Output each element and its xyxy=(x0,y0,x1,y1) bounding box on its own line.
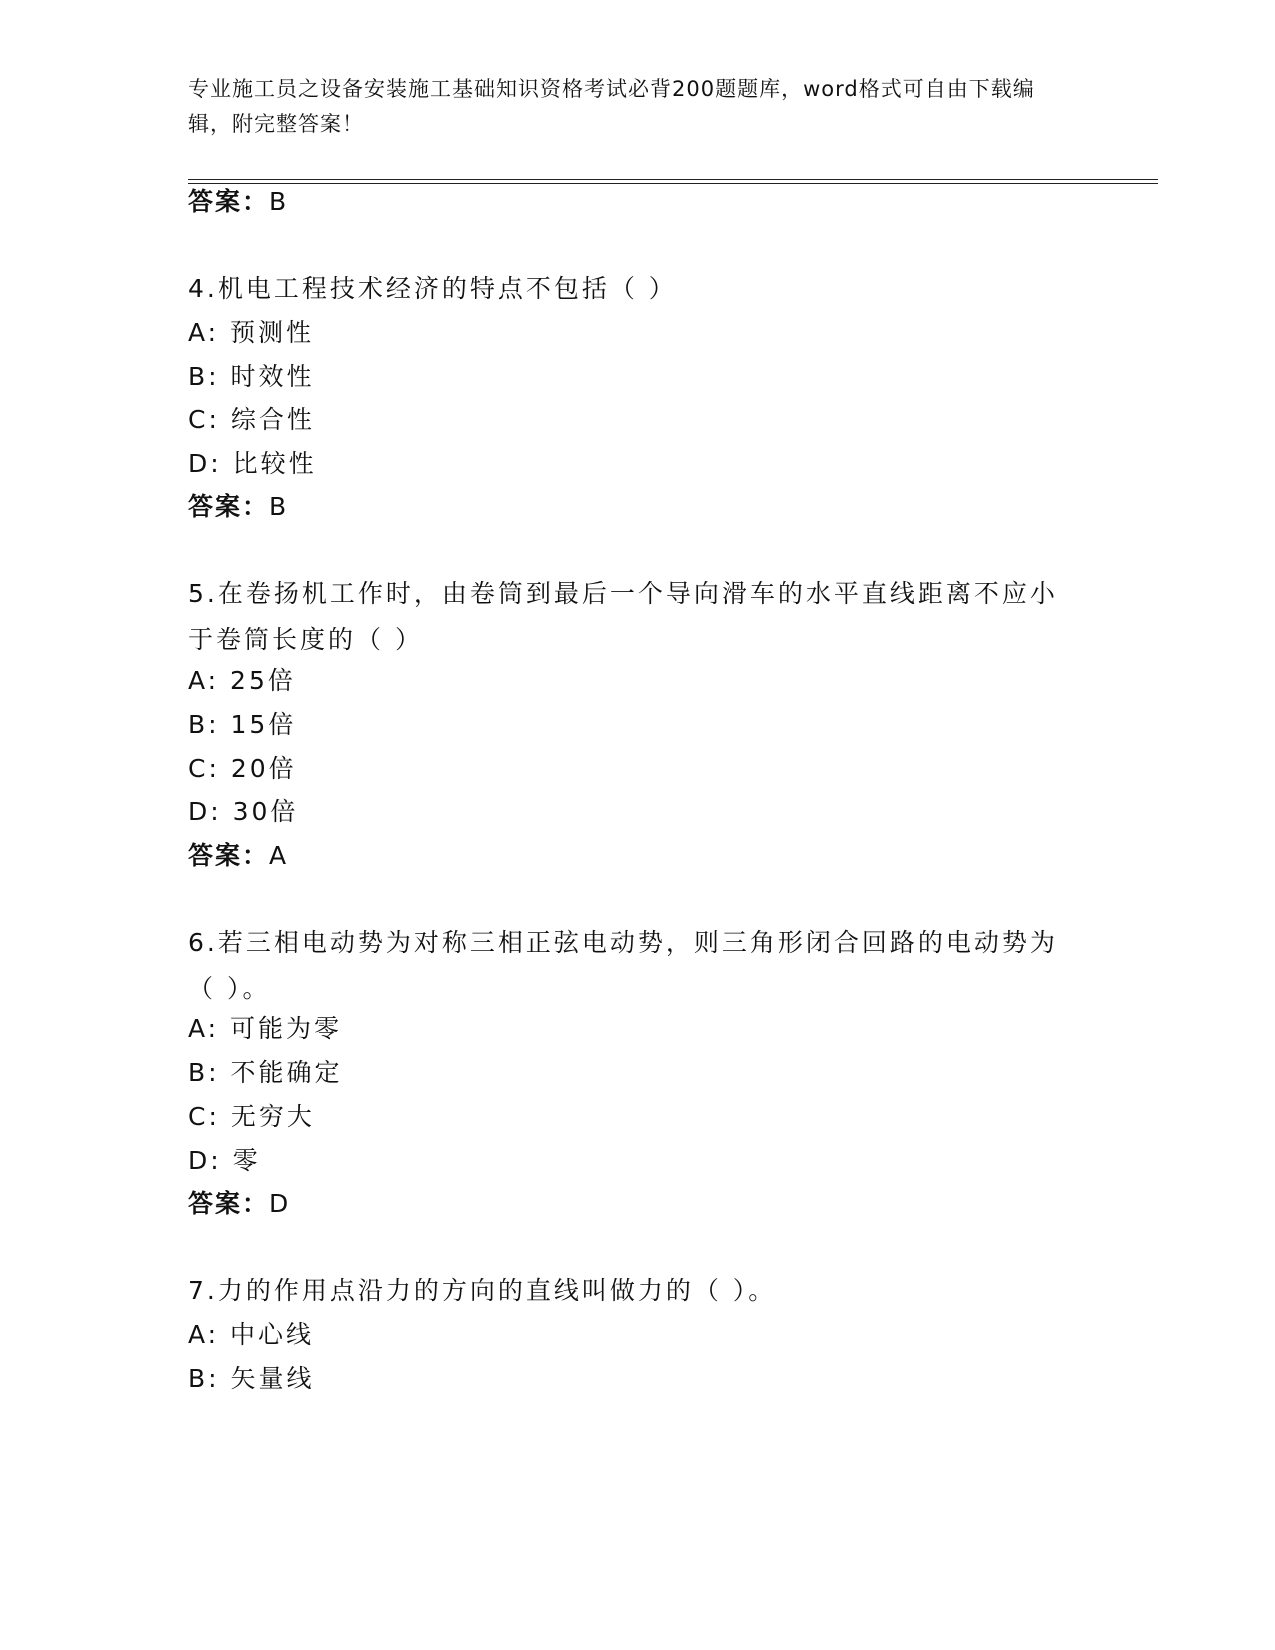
option-c: C: 综合性 xyxy=(188,405,315,434)
option-a: A: 预测性 xyxy=(188,318,315,347)
option-c: C: 无穷大 xyxy=(188,1102,315,1131)
question-stem: 5.在卷扬机工作时，由卷筒到最后一个导向滑车的水平直线距离不应小于卷筒长度的（ ） xyxy=(188,579,1058,654)
option-d: D: 30倍 xyxy=(188,797,299,826)
option-b: B: 矢量线 xyxy=(188,1364,315,1393)
option-c: C: 20倍 xyxy=(188,754,297,783)
option-b: B: 15倍 xyxy=(188,710,297,739)
option-a: A: 中心线 xyxy=(188,1320,315,1349)
answer-value: A xyxy=(269,841,289,870)
answer-line xyxy=(188,840,288,872)
answer-line xyxy=(188,186,288,218)
question-stem: 7.力的作用点沿力的方向的直线叫做力的（ ）。 xyxy=(188,1276,777,1305)
answer-label: 答案： xyxy=(188,187,270,216)
answer-line xyxy=(188,491,288,523)
answer-value: B xyxy=(269,492,289,521)
option-b: B: 时效性 xyxy=(188,362,315,391)
header-divider-bottom xyxy=(188,183,1158,184)
header-divider-top xyxy=(188,179,1158,180)
option-d: D: 零 xyxy=(188,1146,261,1175)
answer-label: 答案： xyxy=(188,841,270,870)
answer-label: 答案： xyxy=(188,492,270,521)
question-stem: 6.若三相电动势为对称三相正弦电动势，则三角形闭合回路的电动势为（ ）。 xyxy=(188,928,1058,1003)
answer-line xyxy=(188,1188,290,1220)
option-a: A: 25倍 xyxy=(188,666,296,695)
option-d: D: 比较性 xyxy=(188,449,317,478)
answer-value: D xyxy=(269,1189,291,1218)
option-a: A: 可能为零 xyxy=(188,1014,343,1043)
answer-label: 答案： xyxy=(188,1189,270,1218)
document-header: 专业施工员之设备安装施工基础知识资格考试必背200题题库，word格式可自由下载编辑，附完整答案！ xyxy=(188,77,1035,136)
option-b: B: 不能确定 xyxy=(188,1058,343,1087)
question-stem: 4.机电工程技术经济的特点不包括（ ） xyxy=(188,274,677,303)
answer-value: B xyxy=(269,187,289,216)
